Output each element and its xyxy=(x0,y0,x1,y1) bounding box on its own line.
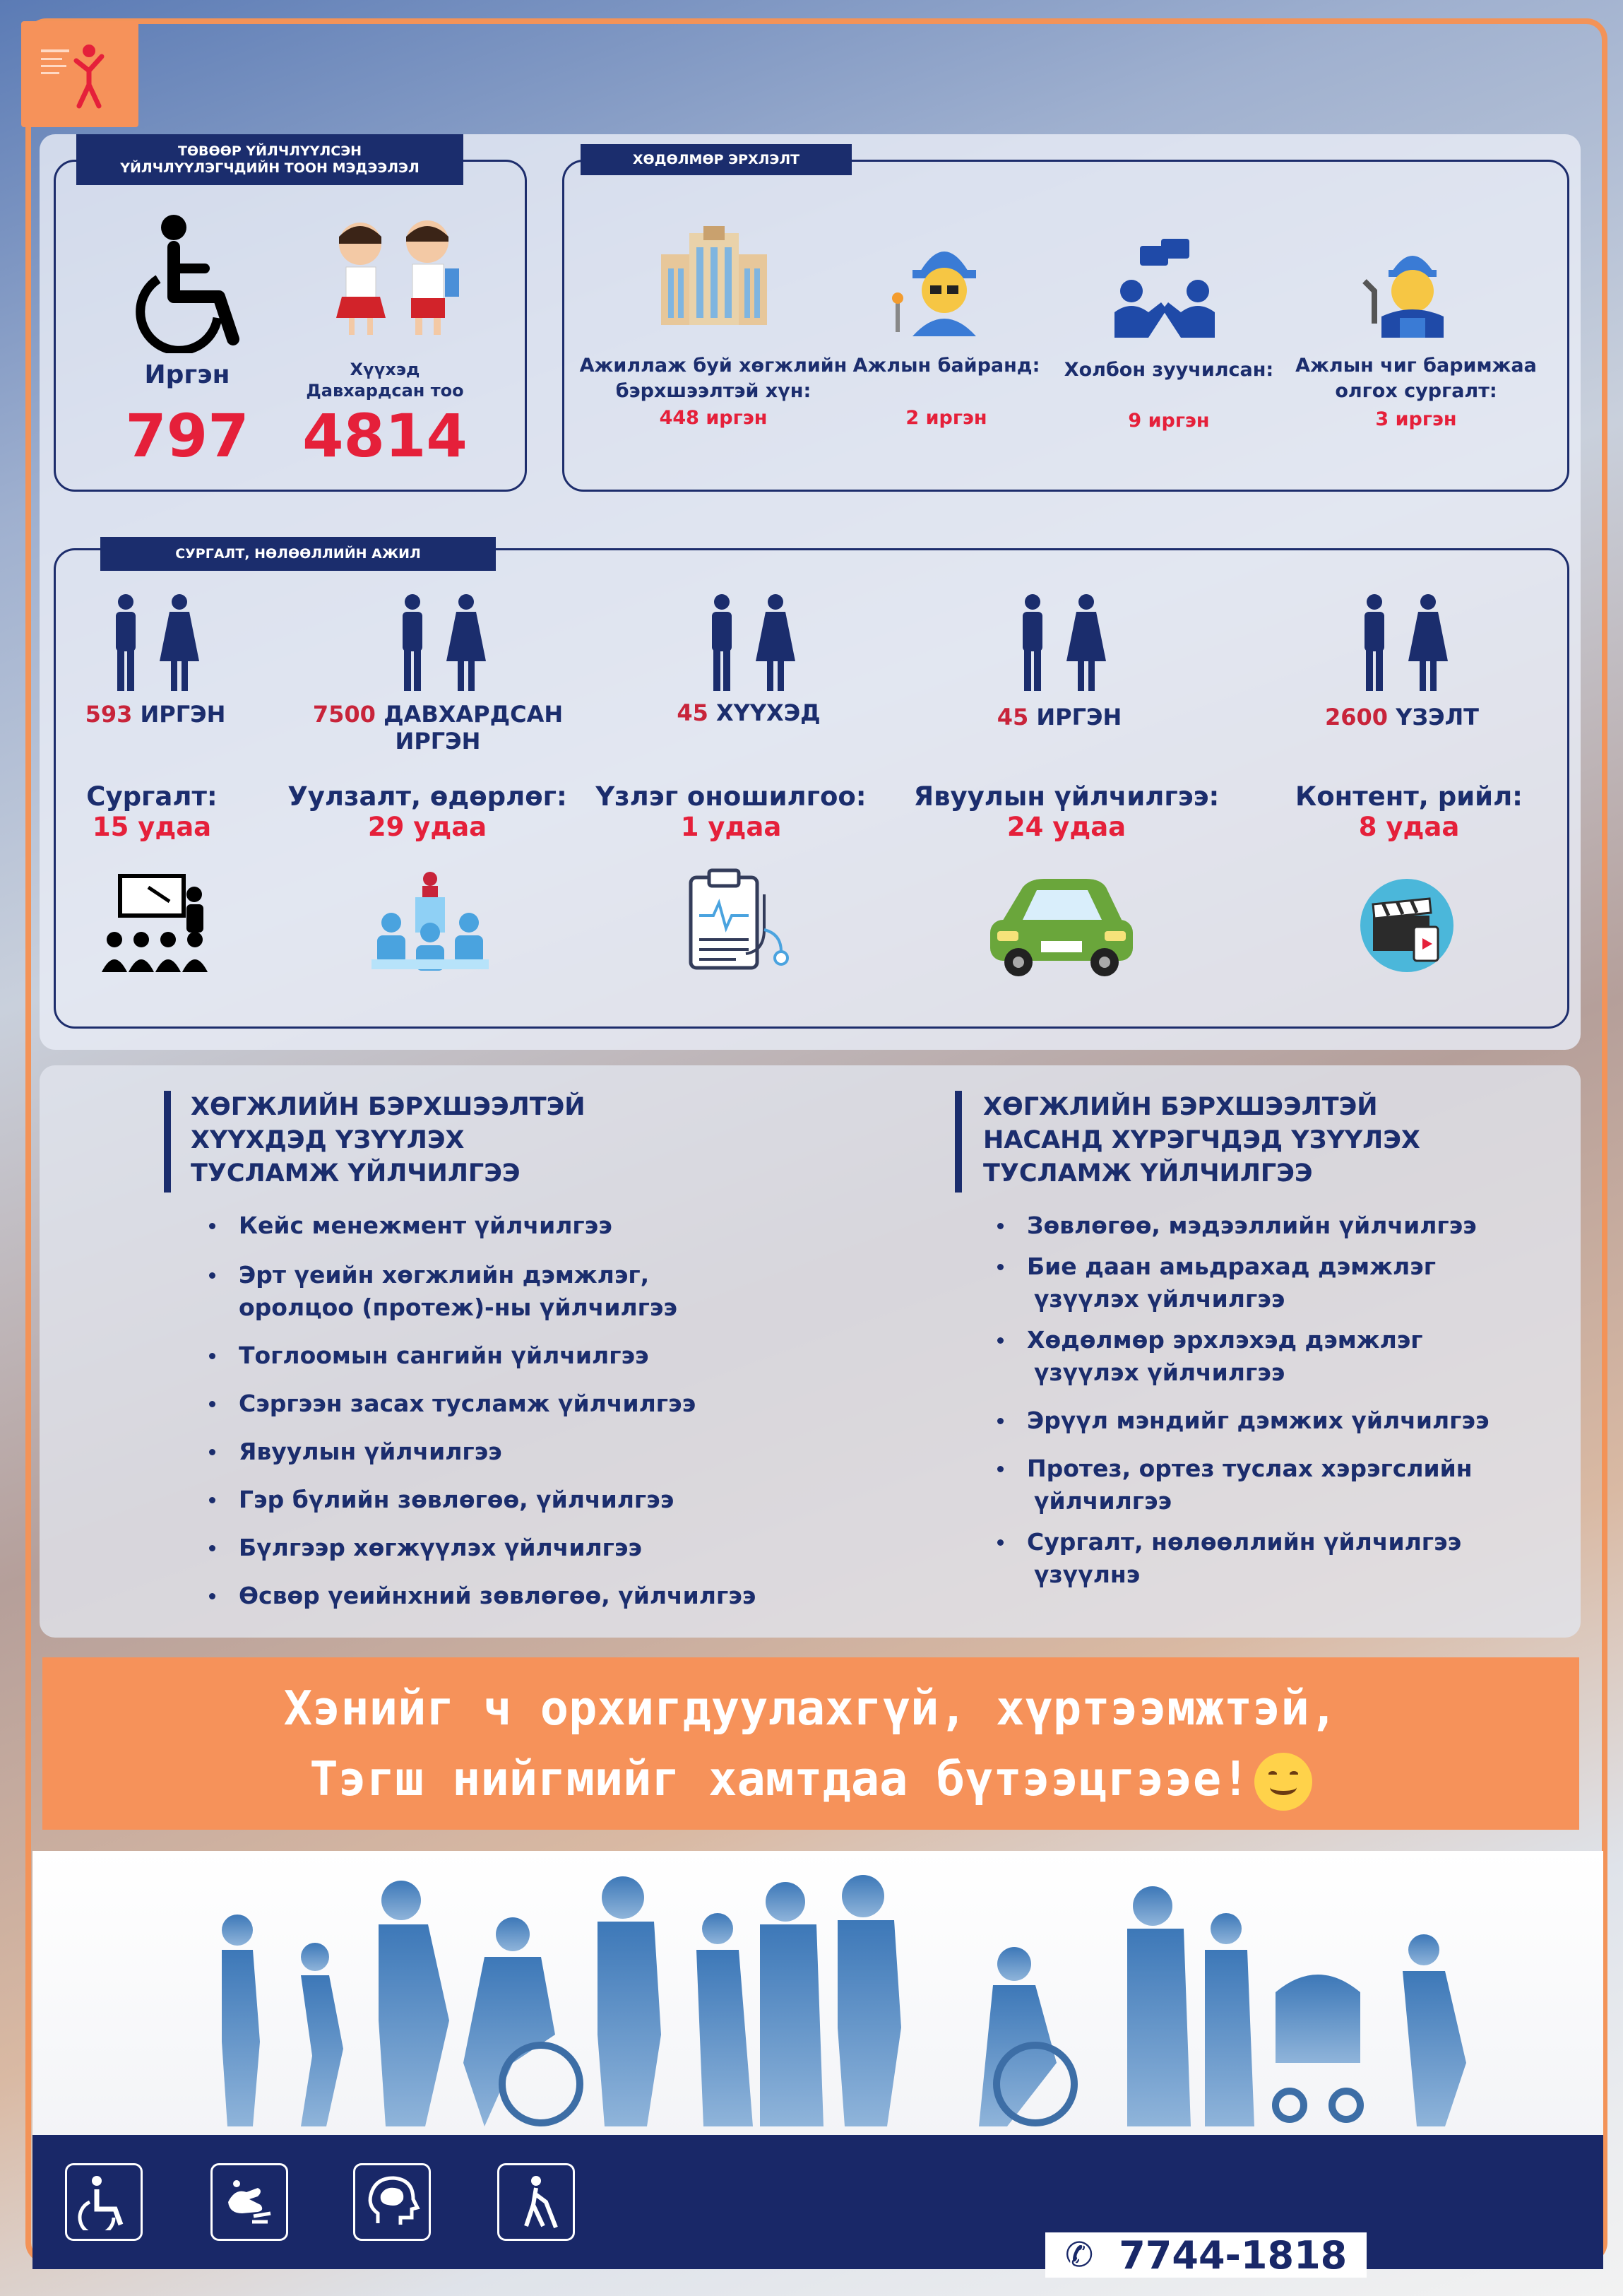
slogan-line-1: Хэнийг ч орхигдуулахгүй, хүртээмжтэй, xyxy=(283,1681,1338,1736)
stat-views: 2600 ҮЗЭЛТ xyxy=(1325,704,1479,730)
people-icon xyxy=(105,593,203,695)
list-item: үйлчилгээ xyxy=(1034,1487,1172,1515)
employment-value-working: 448 иргэн xyxy=(659,407,768,429)
list-item: Гэр бүлийн зөвлөгөө, үйлчилгээ xyxy=(203,1484,839,1516)
people-icon xyxy=(1011,593,1110,695)
adult-services-bar xyxy=(955,1091,962,1193)
wheelchair-icon xyxy=(65,2163,143,2241)
list-item: Сургалт, нөлөөллийн үйлчилгээ xyxy=(992,1526,1571,1558)
slogan-line-2: Тэгш нийгмийг хамтдаа бүтээцгээе! xyxy=(42,1744,1579,1814)
activity-mobile-service: Явуулын үйлчилгээ: 24 удаа xyxy=(913,781,1220,842)
list-item: Бие даан амьдрахад дэмжлэг xyxy=(992,1250,1571,1283)
teacher-icon xyxy=(99,873,212,975)
clapper-icon xyxy=(1359,877,1455,976)
employment-value-mediation: 9 иргэн xyxy=(1128,410,1210,432)
list-item: Протез, ортез туслах хэрэгслийн xyxy=(992,1452,1571,1485)
employment-item-orientation: Ажлын чиг баримжаа олгох сургалт: xyxy=(1295,355,1537,402)
employment-value-orientation: 3 иргэн xyxy=(1375,408,1457,430)
list-item: үзүүлнэ xyxy=(1034,1561,1141,1588)
children-icon xyxy=(318,212,473,342)
meeting-icon xyxy=(371,872,489,975)
list-item: Эрүүл мэндийг дэмжих үйлчилгээ xyxy=(992,1404,1571,1437)
list-item: оролцоо (протеж)-ны үйлчилгээ xyxy=(239,1294,677,1321)
activity-exam: Үзлэг оношилгоо: 1 удаа xyxy=(595,781,867,842)
building-icon xyxy=(661,226,767,328)
list-item: Явуулын үйлчилгээ xyxy=(203,1436,839,1468)
sign-language-icon xyxy=(210,2163,288,2241)
people-icon xyxy=(391,593,490,695)
adult-services-title: ХӨГЖЛИЙН БЭРХШЭЭЛТЭЙ НАСАНД ХҮРЭГЧДЭД ҮЗҮҮЛЭХ ТУСЛАМЖ ҮЙЛЧИЛГЭЭ xyxy=(983,1093,1420,1188)
brain-icon xyxy=(353,2163,431,2241)
list-item: Хөдөлмөр эрхлэхэд дэмжлэг xyxy=(992,1324,1571,1356)
stat-citizens: 593 ИРГЭН xyxy=(85,701,226,728)
child-value: 4814 xyxy=(302,401,468,471)
phone-number: 7744-1818 xyxy=(1119,2232,1348,2278)
adult-services-list xyxy=(992,1209,1571,1591)
list-item: Зөвлөгөө, мэдээллийн үйлчилгээ xyxy=(992,1209,1571,1242)
list-item: үзүүлэх үйлчилгээ xyxy=(1034,1285,1285,1313)
clipboard-icon xyxy=(686,866,794,976)
blind-cane-icon xyxy=(497,2163,575,2241)
citizen-label: Иргэн xyxy=(144,360,230,389)
footer-bar xyxy=(32,2135,1603,2269)
list-item: Кейс менежмент үйлчилгээ xyxy=(203,1209,839,1242)
stat-citizens-2: 45 ИРГЭН xyxy=(997,704,1122,730)
car-icon xyxy=(987,873,1136,982)
list-item: Тоглоомын сангийн үйлчилгээ xyxy=(203,1339,839,1372)
children-services-list xyxy=(203,1209,839,1612)
list-item: Сэргээн засах тусламж үйлчилгээ xyxy=(203,1387,839,1420)
stat-duplicated-citizens: 7500 ДАВХАРДСАН ИРГЭН xyxy=(312,701,564,755)
activity-training: Сургалт: 15 удаа xyxy=(86,781,218,842)
clients-stats-tag: ТӨВӨӨР ҮЙЛЧЛҮҮЛСЭН ҮЙЛЧЛҮҮЛЭГЧДИЙН ТООН МЭДЭЭЛЭЛ xyxy=(76,134,463,185)
organization-logo xyxy=(21,21,138,127)
activity-meeting: Уулзалт, өдөрлөг: 29 удаа xyxy=(287,781,567,842)
mechanic-icon xyxy=(1357,232,1463,341)
employment-item-working: Ажиллаж буй хөгжлийн бэрхшээлтэй хүн: xyxy=(579,355,848,402)
worker-icon xyxy=(891,230,997,339)
list-item: Эрт үеийн хөгжлийн дэмжлэг, xyxy=(203,1259,839,1291)
training-tag: СУРГАЛТ, НӨЛӨӨЛЛИЙН АЖИЛ xyxy=(100,537,496,571)
list-item: үзүүлэх үйлчилгээ xyxy=(1034,1359,1285,1386)
children-services-bar xyxy=(164,1091,171,1193)
list-item: Өсвөр үеийнхний зөвлөгөө, үйлчилгээ xyxy=(203,1580,839,1612)
list-item: Бүлгээр хөгжүүлэх үйлчилгээ xyxy=(203,1532,839,1564)
phone-contact[interactable] xyxy=(1045,2232,1367,2278)
wheelchair-icon xyxy=(134,212,254,356)
employment-value-job: 2 иргэн xyxy=(905,407,987,429)
employment-item-job: Ажлын байранд: xyxy=(852,355,1040,377)
child-label: Хүүхэд Давхардсан тоо xyxy=(306,360,464,401)
activity-content: Контент, рийл: 8 удаа xyxy=(1295,781,1523,842)
people-icon xyxy=(1353,593,1452,695)
people-icon xyxy=(701,593,799,695)
slogan-banner xyxy=(42,1657,1579,1830)
citizen-value: 797 xyxy=(125,401,249,471)
stat-children: 45 ХҮҮХЭД xyxy=(677,699,821,726)
employment-item-mediation: Холбон зуучилсан: xyxy=(1064,359,1274,381)
smile-icon xyxy=(1254,1753,1312,1811)
people-silhouettes-illustration xyxy=(32,1851,1603,2135)
phone-icon: ✆ xyxy=(1065,2235,1094,2275)
networking-icon xyxy=(1112,239,1218,341)
children-services-title: ХӨГЖЛИЙН БЭРХШЭЭЛТЭЙ ХҮҮХДЭД ҮЗҮҮЛЭХ ТУСЛАМЖ ҮЙЛЧИЛГЭЭ xyxy=(191,1093,585,1188)
employment-tag: ХӨДӨЛМӨР ЭРХЛЭЛТ xyxy=(581,144,852,175)
